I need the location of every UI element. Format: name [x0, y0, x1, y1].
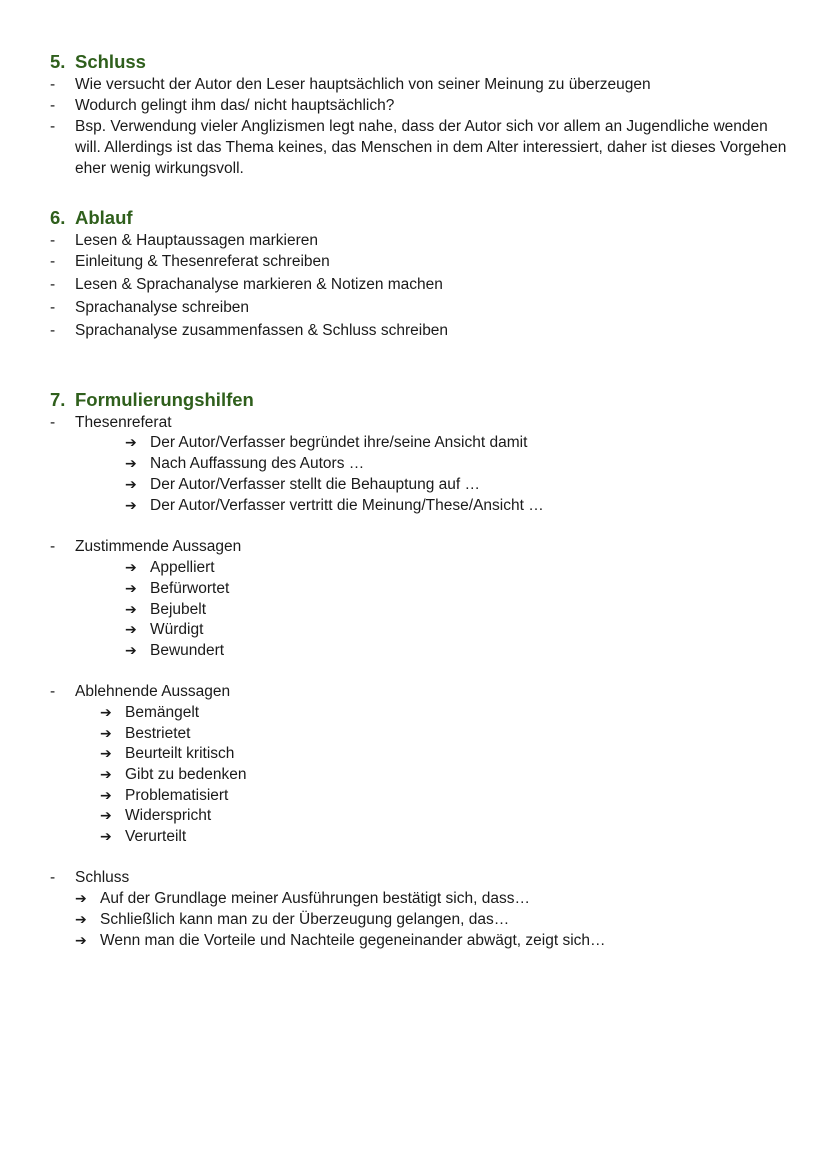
group-label: Schluss — [75, 869, 130, 886]
dash-bullet: - — [50, 253, 56, 270]
list-item-text: Bejubelt — [150, 601, 207, 618]
list-item — [50, 274, 443, 295]
group-label-thesenreferat — [50, 412, 172, 433]
section-heading-schluss — [50, 51, 146, 73]
section-title: Ablauf — [75, 207, 133, 228]
dash-bullet: - — [50, 97, 56, 114]
arrow-right-icon: ➔ — [125, 435, 137, 451]
dash-bullet: - — [50, 414, 56, 431]
list-item — [100, 805, 211, 827]
section-title: Schluss — [75, 51, 146, 72]
list-item — [50, 95, 394, 116]
section-heading-ablauf — [50, 207, 133, 229]
list-item-text: Bemängelt — [125, 704, 200, 721]
arrow-right-icon: ➔ — [125, 622, 137, 638]
list-item-text: Sprachanalyse zusammenfassen & Schluss schreiben — [75, 322, 449, 339]
dash-bullet: - — [50, 299, 56, 316]
list-item — [50, 297, 249, 318]
list-item-text: Wodurch gelingt ihm das/ nicht hauptsächlich? — [75, 97, 395, 114]
arrow-right-icon: ➔ — [100, 829, 112, 845]
list-item-text: Einleitung & Thesenreferat schreiben — [75, 253, 330, 270]
section-title: Formulierungshilfen — [75, 389, 254, 410]
list-item — [125, 640, 224, 662]
arrow-right-icon: ➔ — [125, 477, 137, 493]
list-item — [75, 930, 606, 952]
list-item — [50, 251, 330, 272]
arrow-right-icon: ➔ — [125, 560, 137, 576]
arrow-right-icon: ➔ — [100, 746, 112, 762]
list-item-text: Widerspricht — [125, 807, 212, 824]
dash-bullet: - — [50, 322, 56, 339]
arrow-right-icon: ➔ — [125, 581, 137, 597]
list-item-text: Appelliert — [150, 559, 215, 576]
group-label: Ablehnende Aussagen — [75, 683, 231, 700]
arrow-right-icon: ➔ — [75, 933, 87, 949]
arrow-right-icon: ➔ — [75, 912, 87, 928]
list-item — [125, 578, 229, 600]
list-item — [50, 320, 448, 341]
list-item-text: Der Autor/Verfasser stellt die Behauptung auf … — [150, 476, 480, 493]
group-label-zustimmende-aussagen — [50, 536, 241, 557]
dash-bullet: - — [50, 538, 56, 555]
arrow-right-icon: ➔ — [75, 891, 87, 907]
list-item — [125, 453, 364, 475]
arrow-right-icon: ➔ — [125, 602, 137, 618]
arrow-right-icon: ➔ — [100, 767, 112, 783]
list-item — [100, 723, 190, 745]
list-item-text: Bewundert — [150, 642, 225, 659]
list-item-text: Nach Auffassung des Autors … — [150, 455, 365, 472]
list-item — [50, 116, 790, 179]
list-item-text: Schließlich kann man zu der Überzeugung gelangen, das… — [100, 911, 510, 928]
list-item-text: Befürwortet — [150, 580, 230, 597]
list-item — [50, 230, 318, 251]
list-item-text: Der Autor/Verfasser begründet ihre/seine Ansicht damit — [150, 434, 528, 451]
list-item — [100, 764, 247, 786]
arrow-right-icon: ➔ — [125, 456, 137, 472]
section-number: 5. — [50, 51, 66, 72]
list-item-text: Problematisiert — [125, 787, 229, 804]
list-item — [100, 826, 186, 848]
list-item — [125, 619, 203, 641]
list-item — [100, 785, 228, 807]
list-item-text: Beurteilt kritisch — [125, 745, 235, 762]
arrow-right-icon: ➔ — [100, 788, 112, 804]
group-label: Thesenreferat — [75, 414, 172, 431]
dash-bullet: - — [50, 683, 56, 700]
list-item — [75, 909, 509, 931]
list-item-text: Wie versucht der Autor den Leser hauptsächlich von seiner Meinung zu überzeugen — [75, 76, 651, 93]
group-label-schluss — [50, 867, 129, 888]
list-item — [125, 432, 527, 454]
list-item — [50, 74, 651, 95]
section-heading-formulierungshilfen — [50, 389, 254, 411]
section-number: 6. — [50, 207, 66, 228]
list-item — [125, 557, 215, 579]
dash-bullet: - — [50, 232, 56, 249]
list-item — [75, 888, 530, 910]
dash-bullet: - — [50, 118, 56, 135]
list-item — [100, 743, 234, 765]
list-item-text: Verurteilt — [125, 828, 187, 845]
list-item-text: Sprachanalyse schreiben — [75, 299, 250, 316]
list-item — [125, 599, 206, 621]
list-item-text: Würdigt — [150, 621, 204, 638]
arrow-right-icon: ➔ — [100, 726, 112, 742]
section-number: 7. — [50, 389, 66, 410]
list-item — [125, 474, 480, 496]
list-item-text: Bsp. Verwendung vieler Anglizismen legt nahe, dass der Autor sich vor allem an Jugendliche wenden will. Allerdings ist das Thema keines, das Menschen in dem Alter interessiert, daher ist dieses Vorgehen eher wenig wirkungsvoll. — [75, 118, 787, 177]
list-item-text: Lesen & Sprachanalyse markieren & Notizen machen — [75, 276, 443, 293]
arrow-right-icon: ➔ — [100, 705, 112, 721]
list-item-text: Lesen & Hauptaussagen markieren — [75, 232, 318, 249]
group-label-ablehnende-aussagen — [50, 681, 230, 702]
list-item — [125, 495, 544, 517]
dash-bullet: - — [50, 276, 56, 293]
list-item — [100, 702, 199, 724]
arrow-right-icon: ➔ — [100, 808, 112, 824]
list-item-text: Auf der Grundlage meiner Ausführungen bestätigt sich, dass… — [100, 890, 530, 907]
group-label: Zustimmende Aussagen — [75, 538, 242, 555]
dash-bullet: - — [50, 869, 56, 886]
arrow-right-icon: ➔ — [125, 643, 137, 659]
list-item-text: Gibt zu bedenken — [125, 766, 247, 783]
dash-bullet: - — [50, 76, 56, 93]
list-item-text: Der Autor/Verfasser vertritt die Meinung/These/Ansicht … — [150, 497, 544, 514]
list-item-text: Bestrietet — [125, 725, 191, 742]
arrow-right-icon: ➔ — [125, 498, 137, 514]
list-item-text: Wenn man die Vorteile und Nachteile gegeneinander abwägt, zeigt sich… — [100, 932, 606, 949]
